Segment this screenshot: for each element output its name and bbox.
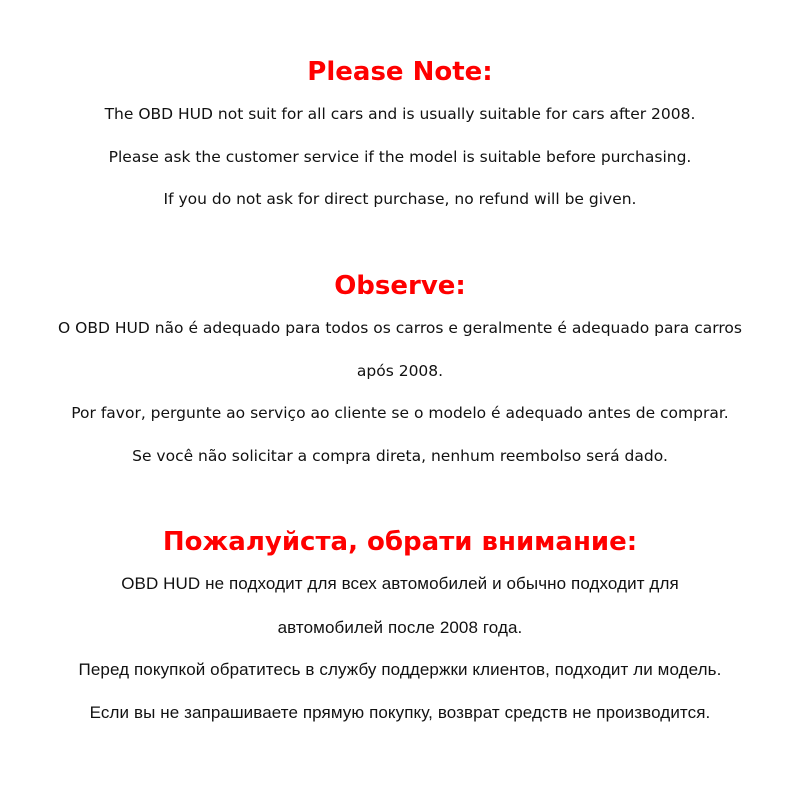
russian-line-2: автомобилей после 2008 года. (277, 618, 523, 637)
russian-line-3: Перед покупкой обратитесь в службу поддержки клиентов, подходит ли модель. (78, 660, 722, 679)
russian-line-1: OBD HUD не подходит для всех автомобилей и обычно подходит для (121, 574, 679, 593)
english-line-1: The OBD HUD not suit for all cars and is usually suitable for cars after 2008. (104, 105, 696, 123)
russian-heading: Пожалуйста, обрати внимание: (162, 527, 638, 557)
russian-line-4: Если вы не запрашиваете прямую покупку, возврат средств не производится. (89, 703, 711, 722)
portuguese-line-1: O OBD HUD não é adequado para todos os carros e geralmente é adequado para carros (58, 319, 742, 337)
english-line-3: If you do not ask for direct purchase, no refund will be given. (163, 190, 637, 208)
english-heading: Please Note: (307, 57, 493, 87)
portuguese-line-2: após 2008. (356, 362, 444, 380)
portuguese-heading: Observe: (334, 271, 466, 301)
portuguese-line-3: Por favor, pergunte ao serviço ao cliente se o modelo é adequado antes de comprar. (71, 404, 729, 422)
english-line-2: Please ask the customer service if the model is suitable before purchasing. (108, 148, 692, 166)
portuguese-line-4: Se você não solicitar a compra direta, nenhum reembolso será dado. (132, 447, 668, 465)
